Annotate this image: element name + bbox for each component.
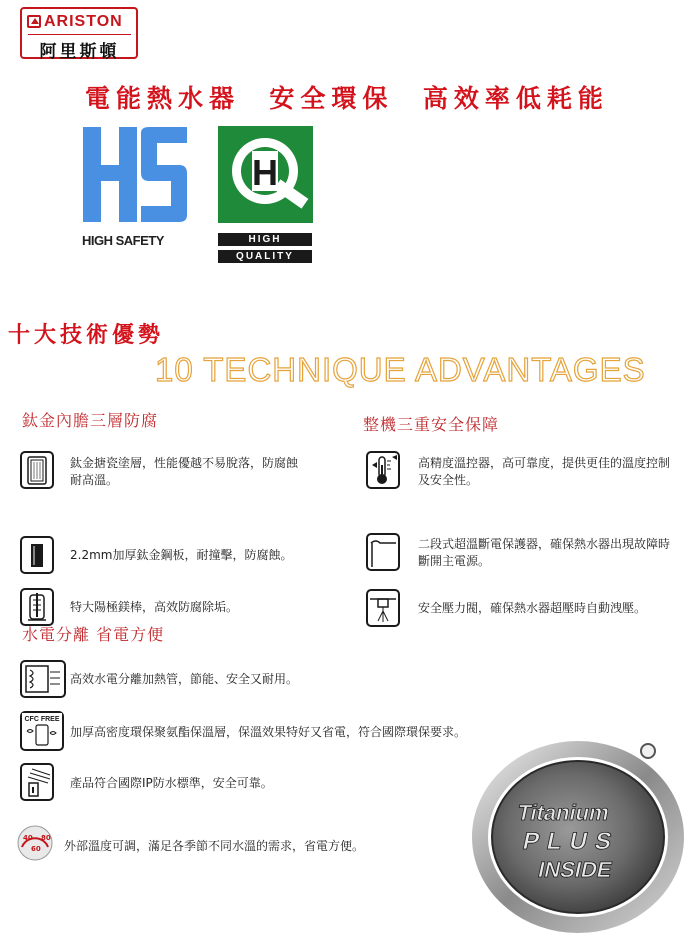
advantages-subtitle: 10 TECHNIQUE ADVANTAGES: [155, 351, 646, 388]
titanium-text: Titanium: [515, 800, 612, 825]
feature-insulation: [20, 711, 520, 751]
brand-name: ARISTON: [44, 13, 123, 30]
plus-text: PLUS: [520, 828, 623, 855]
brand-name-cn: 阿里斯頓: [28, 34, 131, 62]
anode-rod-icon: [20, 588, 54, 626]
feature-text-line2: 斷開主電源。: [418, 554, 491, 568]
feature-text-line1: 高精度溫控器，高可靠度，提供更佳的溫度控制: [418, 456, 671, 470]
feature-text-line2: 及安全性。: [418, 473, 479, 487]
waterproof-icon: [20, 763, 54, 801]
svg-text:40: 40: [23, 834, 33, 842]
feature-text-line1: 特大陽極鎂棒，高效防腐除垢。: [70, 600, 239, 614]
feature-text-line1: 加厚高密度環保聚氨酯保溫層，保溫效果特好又省電，符合國際環保要求。: [70, 725, 467, 739]
feature-thermostat: [366, 451, 698, 491]
headline: 電能熱水器 安全環保 高效率低耗能: [85, 84, 609, 113]
hq-letter: H: [252, 152, 278, 193]
ariston-logo-icon: [27, 15, 41, 28]
feature-steel-plate: [20, 536, 350, 576]
inside-text: INSIDE: [535, 857, 615, 882]
cfc-free-badge: CFC FREE: [24, 716, 60, 723]
tank-layers-icon: [20, 451, 54, 489]
high-quality-caption: [218, 233, 312, 267]
thermometer-icon: [366, 451, 400, 489]
valve-icon: [366, 589, 400, 627]
cfc-free-icon: [20, 711, 64, 751]
feature-breaker: [366, 533, 698, 573]
breaker-icon: [366, 533, 400, 571]
feature-text-line2: 耐高溫。: [70, 473, 119, 487]
hq-caption-high: HIGH: [218, 233, 312, 246]
feature-text-line1: 鈦金搪瓷塗層，性能優越不易脫落，防腐蝕: [70, 456, 299, 470]
feature-text-line1: 高效水電分離加熱管，節能、安全又耐用。: [70, 672, 299, 686]
feature-text-line1: 二段式超溫斷電保護器，確保熱水器出現故障時: [418, 537, 671, 551]
section-title-safety: 整機三重安全保障: [363, 415, 500, 434]
section-title-separation: 水電分離 省電方便: [22, 625, 165, 644]
titanium-plus-badge: [470, 725, 695, 935]
high-safety-logo: [83, 127, 187, 222]
feature-temperature-adjust: [14, 825, 454, 865]
feature-text-line1: 產品符合國際IP防水標準，安全可靠。: [70, 776, 273, 790]
advantages-title: 十大技術優勢: [8, 323, 165, 348]
feature-text-line1: 外部溫度可調，滿足各季節不同水溫的需求，省電方便。: [64, 839, 365, 853]
feature-text-line1: 安全壓力閥，確保熱水器超壓時自動洩壓。: [418, 601, 647, 615]
hq-caption-quality: QUALITY: [218, 250, 312, 263]
high-safety-caption: HIGH SAFETY: [82, 233, 164, 248]
feature-enamel-coating: [20, 451, 350, 491]
steel-plate-icon: [20, 536, 54, 574]
temperature-dial-icon: [14, 825, 56, 861]
heating-tube-icon: [20, 660, 66, 698]
svg-text:80: 80: [41, 834, 51, 842]
feature-waterproof: [20, 763, 440, 803]
brand-logo: [20, 7, 138, 62]
feature-text-line1: 2.2mm加厚鈦金鋼板，耐撞擊，防腐蝕。: [70, 548, 293, 562]
feature-heating-tube: [20, 660, 500, 700]
svg-text:60: 60: [31, 845, 41, 853]
high-quality-logo: [218, 126, 313, 223]
feature-pressure-valve: [366, 589, 698, 629]
section-title-anticorrosion: 鈦金內膽三層防腐: [22, 411, 159, 430]
